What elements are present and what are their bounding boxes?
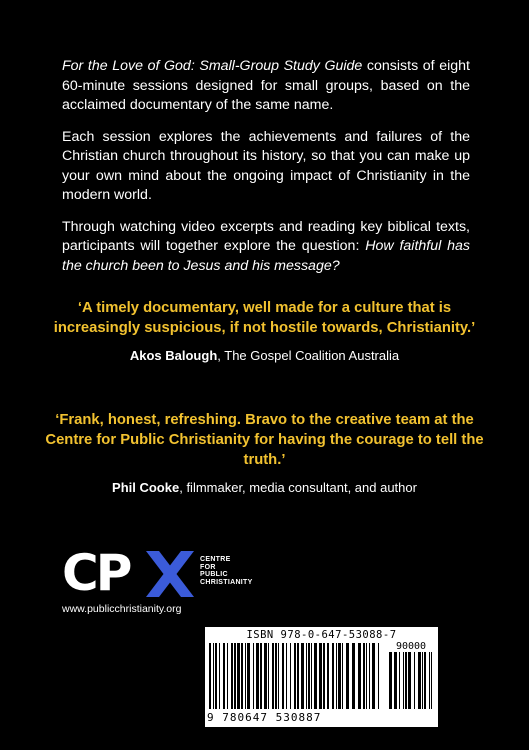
barcode-bar	[403, 652, 404, 709]
barcode-bar	[319, 643, 322, 709]
barcode-bar	[422, 652, 423, 709]
barcode-bar	[256, 643, 259, 709]
endorsement-1	[40, 298, 489, 363]
barcode-bar	[272, 643, 274, 709]
barcode-bar	[237, 643, 240, 709]
barcode-bar	[358, 643, 361, 709]
barcode-bar	[399, 652, 400, 709]
barcode-bar	[264, 643, 267, 709]
logo-line: PUBLIC	[200, 571, 228, 578]
logo-letters: CP	[62, 544, 130, 602]
barcode-bar	[231, 643, 233, 709]
endorser-name: Phil Cooke	[112, 480, 180, 495]
blurb-paragraph-3-text: Through watching video excerpts and reading key biblical texts, participants will together explore the question:	[62, 218, 470, 254]
barcode-bar	[346, 643, 349, 709]
barcode-bar	[378, 643, 379, 709]
barcode-bar	[429, 652, 430, 709]
barcode-bar	[363, 643, 365, 709]
logo-line: CENTRE	[200, 556, 231, 563]
barcode-bar	[332, 643, 334, 709]
barcode-bar	[394, 652, 397, 709]
barcode-bar	[260, 643, 262, 709]
barcode-bar	[241, 643, 243, 709]
barcode-bar	[275, 643, 277, 709]
barcode-bar	[414, 652, 415, 709]
endorsement-attribution	[40, 480, 489, 495]
barcode-bar	[418, 652, 421, 709]
barcode-bar	[424, 652, 426, 709]
barcode-bar	[389, 652, 392, 709]
barcode-bar	[227, 643, 228, 709]
x-mark-icon	[146, 551, 194, 597]
barcode-bar	[219, 643, 220, 709]
barcode-bar	[314, 643, 317, 709]
blurb	[62, 57, 470, 288]
endorsement-2	[40, 410, 489, 495]
barcode-bar	[253, 643, 254, 709]
barcode-bar	[245, 643, 246, 709]
book-title: For the Love of God: Small-Group Study Guide	[62, 58, 363, 74]
barcode-bar	[306, 643, 307, 709]
barcode-bar	[408, 652, 411, 709]
barcode-bar	[369, 643, 370, 709]
blurb-paragraph-1-text: consists of eight 60-minute sessions designed for small groups, based on the acclaimed documentary of the same name.	[62, 58, 470, 113]
barcode-bar	[247, 643, 250, 709]
barcode-bar	[213, 643, 214, 709]
barcode-bar	[215, 643, 217, 709]
barcode-bar	[372, 643, 375, 709]
logo-line: CHRISTIANITY	[200, 578, 253, 586]
barcode-bar	[290, 643, 291, 709]
barcode-bar	[327, 643, 329, 709]
endorser-role: , filmmaker, media consultant, and author	[179, 480, 417, 495]
barcode-bar	[294, 643, 296, 709]
blurb-paragraph-1	[62, 57, 470, 116]
price-code: 90000	[395, 641, 427, 652]
endorsement-quote: ‘A timely documentary, well made for a culture that is increasingly suspicious, if not hostile towards, Christianity.’	[53, 300, 476, 336]
logo-wordmark	[200, 556, 253, 586]
barcode-bar	[268, 643, 269, 709]
barcode-bar	[336, 643, 337, 709]
isbn-barcode	[205, 627, 438, 727]
barcode-bar	[286, 643, 287, 709]
barcode-bar	[308, 643, 310, 709]
blurb-paragraph-3	[62, 218, 470, 277]
barcode-bar	[431, 652, 432, 709]
blurb-question: How faithful has the church been to Jesus and his message?	[62, 238, 470, 274]
blurb-paragraph-2: Each session explores the achievements and failures of the Christian church throughout its history, so that you can make up your own mind about the ongoing impact of Christianity in the modern world.	[62, 128, 470, 203]
website-url: www.publicchristianity.org	[62, 603, 182, 615]
barcode-bar	[405, 652, 407, 709]
isbn-number: ISBN 978-0-647-53088-7	[246, 629, 397, 641]
endorser-role: , The Gospel Coalition Australia	[217, 348, 400, 363]
barcode-bar	[209, 643, 211, 709]
barcode-bar	[297, 643, 299, 709]
barcode-bar	[311, 643, 312, 709]
cpx-logo	[62, 544, 253, 602]
barcode-bar	[352, 643, 355, 709]
barcode-bar	[323, 643, 325, 709]
barcode-bar	[338, 643, 341, 709]
endorsement-attribution	[40, 348, 489, 363]
barcode-bar	[301, 643, 304, 709]
endorser-name: Akos Balough	[129, 348, 218, 363]
barcode-bar	[366, 643, 367, 709]
barcode-bar	[278, 643, 279, 709]
addon-barcode-bars	[389, 652, 433, 709]
logo-line: FOR	[200, 563, 216, 571]
barcode-digits: 9 780647 530887	[207, 711, 322, 724]
barcode-bar	[223, 643, 225, 709]
barcode-bar	[234, 643, 236, 709]
barcode-bars	[209, 643, 380, 709]
barcode-bar	[282, 643, 284, 709]
endorsement-quote: ‘Frank, honest, refreshing. Bravo to the creative team at the Centre for Public Christianity for having the courage to tell the truth.’	[45, 412, 484, 468]
barcode-bar	[342, 643, 343, 709]
